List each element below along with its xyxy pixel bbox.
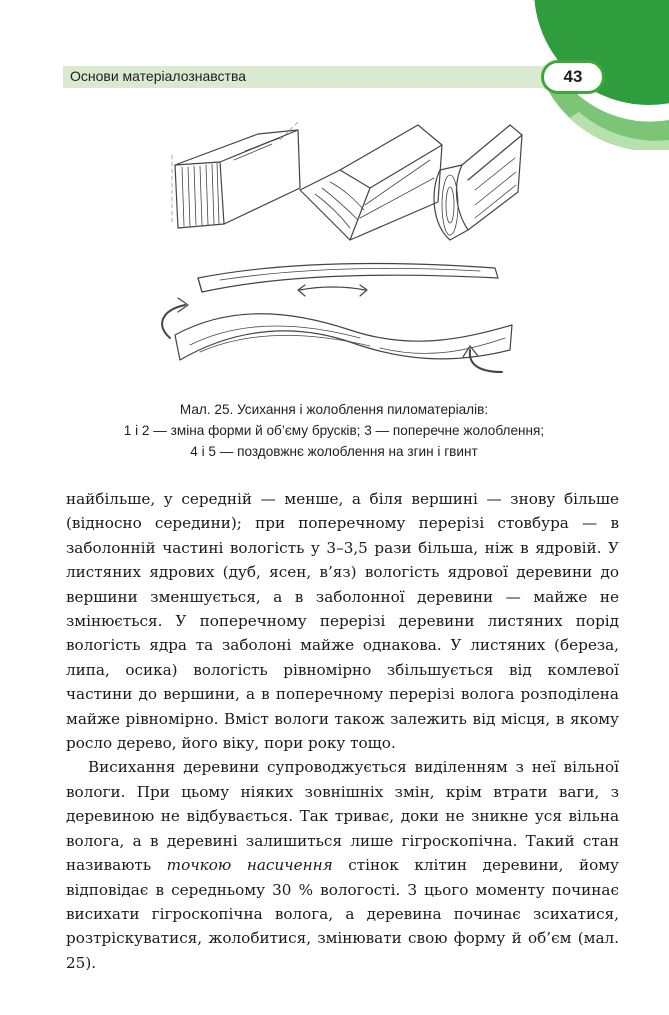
italic-term: точкою насичення — [166, 856, 333, 875]
figure-illustration — [150, 110, 530, 395]
page-number: 43 — [541, 60, 605, 94]
paragraph-text: Висихання деревини супроводжується виділенням з неї вільної вологи. При цьому ніяких зовнішніх змін, крім втрати ваги, з деревиною не відбувається. Так триває, доки не зникне уся вільна волога, а в деревині залишиться лише гігроскопічна. Такий стан називають — [66, 758, 619, 875]
paragraph — [66, 755, 619, 975]
beam-2-illustration — [300, 125, 442, 240]
paragraph-text: стінок клітин деревини, йому відповідає в середньому 30 % вологості. З цього моменту починає висихати гігроскопічна волога, а деревина починає зсихатися, розтріскуватися, жолобитися, змінювати свою форму й об’єм (мал. 25). — [66, 856, 619, 972]
body-text — [66, 487, 619, 975]
beam-3-illustration — [434, 125, 522, 240]
beam-1-illustration — [175, 130, 300, 228]
paragraph: найбільше, у середній — менше, а біля вершині — знову більше (відносно середини); при поперечному перерізі стовбура — в заболонній частині вологість у 3–3,5 рази більша, ніж в ядровій. У листяних ядрових (дуб, ясен, в’яз) вологість ядрової деревини до вершини зменшується, а в заболонної деревини — майже не змінюється. У поперечному перерізі деревини листяних порід вологість ядра та заболоні майже однакова. У листяних (береза, липа, осика) вологість рівномірно збільшується від комлевої частини до вершини, а в поперечному перерізі волога розподілена майже рівномірно. Вміст вологи також залежить від місця, в якому росло дерево, його віку, пори року тощо. — [66, 490, 619, 753]
rotation-arrow-icon-2 — [463, 346, 502, 372]
caption-line: 4 і 5 — поздовжнє жолоблення на згин і гвинт — [190, 444, 478, 459]
figure-caption — [70, 399, 598, 462]
rotation-arrow-icon — [162, 298, 188, 338]
section-title: Основи матеріалознавства — [70, 68, 247, 84]
caption-line: 1 і 2 — зміна форми й об’єму брусків; 3 — поперечне жолоблення; — [123, 423, 545, 438]
double-arrow-icon — [298, 285, 367, 296]
caption-line: Мал. 25. Усихання і жолоблення пиломатеріалів: — [179, 402, 489, 417]
twisted-board-illustration — [175, 314, 512, 360]
